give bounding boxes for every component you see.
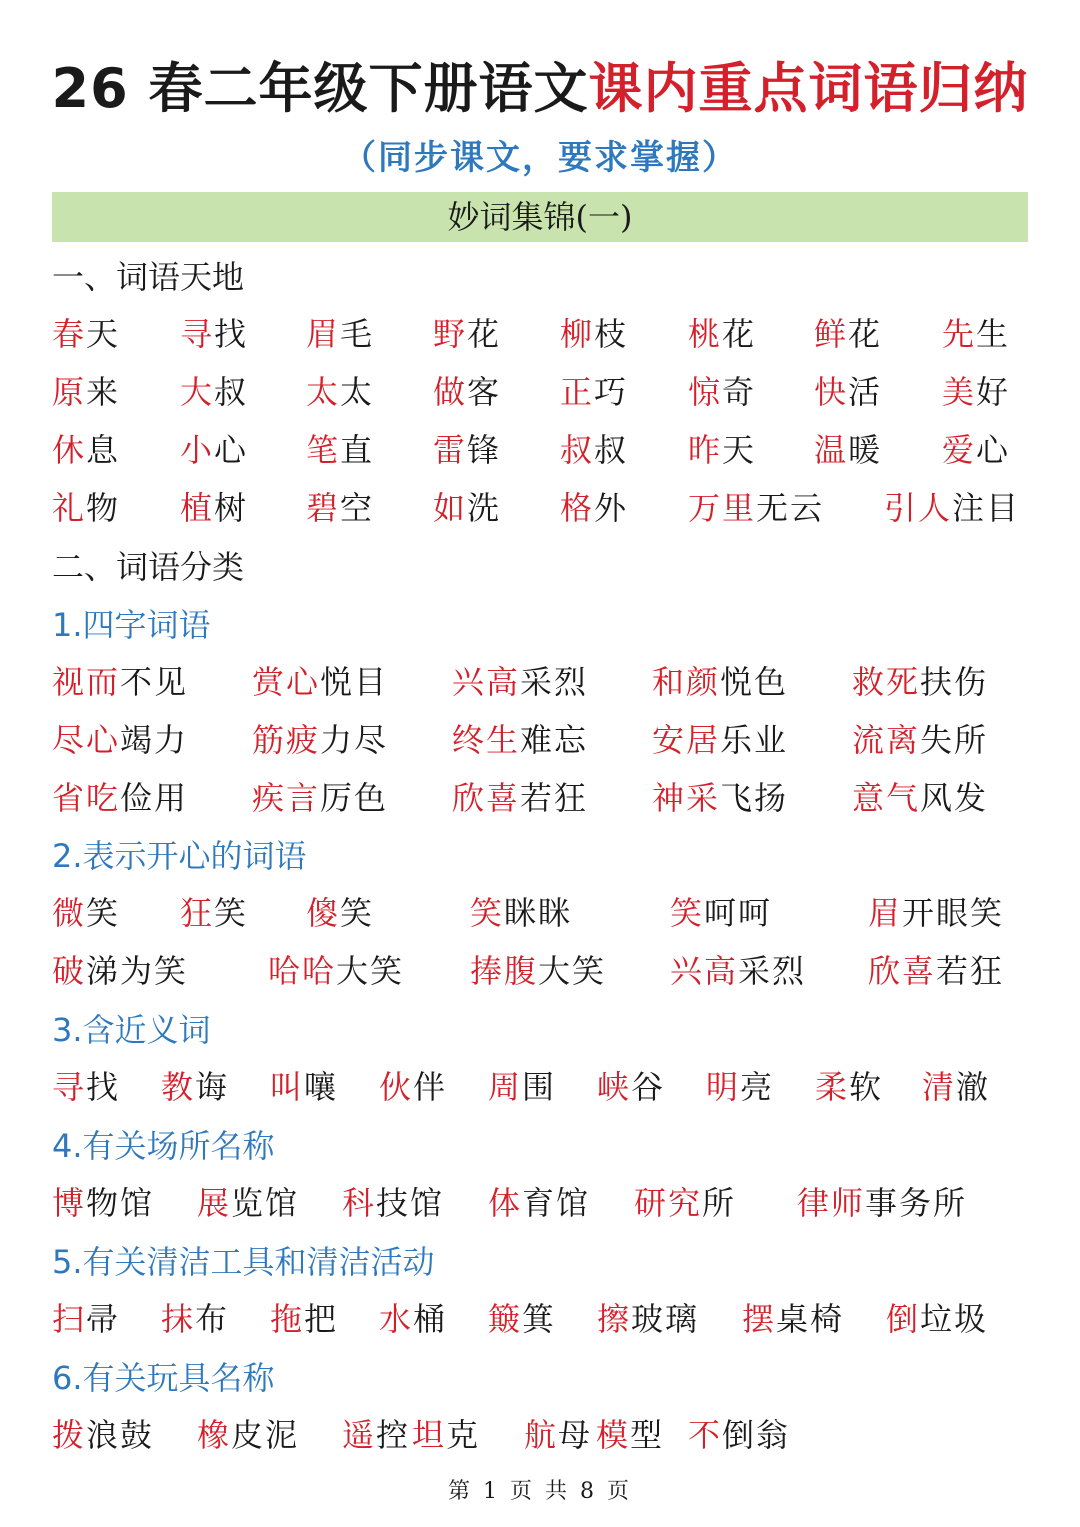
vocab-word — [52, 428, 120, 472]
plain-char: 好 — [976, 373, 1011, 411]
highlighted-char: 野 — [433, 315, 468, 353]
highlighted-char: 万里 — [688, 489, 757, 527]
vocab-word — [270, 1297, 338, 1341]
vocab-word — [52, 891, 120, 935]
plain-char: 采烈 — [738, 952, 807, 990]
word-row — [52, 1181, 1042, 1225]
subheading-3: 3.含近义词 — [52, 1011, 211, 1049]
highlighted-char: 大 — [180, 373, 215, 411]
plain-char: 眯眯 — [504, 894, 573, 932]
highlighted-char: 笑 — [470, 894, 505, 932]
highlighted-char: 体 — [488, 1184, 523, 1222]
vocab-word — [306, 370, 374, 414]
highlighted-char: 航 — [524, 1416, 559, 1454]
highlighted-char: 快 — [814, 373, 849, 411]
page-title — [0, 52, 1080, 126]
highlighted-char: 惊 — [688, 373, 723, 411]
highlighted-char: 峡 — [597, 1068, 632, 1106]
vocab-word — [814, 428, 882, 472]
highlighted-char: 意气 — [852, 779, 921, 817]
plain-char: 笑 — [86, 894, 121, 932]
plain-char: 飞扬 — [720, 779, 789, 817]
vocab-word — [706, 1065, 774, 1109]
highlighted-char: 雷 — [433, 431, 468, 469]
plain-char: 奇 — [722, 373, 757, 411]
highlighted-char: 植 — [180, 489, 215, 527]
plain-char: 览馆 — [231, 1184, 300, 1222]
highlighted-char: 展 — [197, 1184, 232, 1222]
word-row — [52, 949, 1042, 993]
plain-char: 若狂 — [936, 952, 1005, 990]
vocab-word — [670, 949, 806, 993]
vocab-word — [688, 486, 824, 530]
highlighted-char: 兴高 — [670, 952, 739, 990]
highlighted-char: 兴高 — [452, 663, 521, 701]
highlighted-char: 柔 — [815, 1068, 850, 1106]
highlighted-char: 尽心 — [52, 721, 121, 759]
plain-char: 不见 — [120, 663, 189, 701]
plain-char: 风发 — [920, 779, 989, 817]
word-row — [52, 891, 1042, 935]
highlighted-char: 太 — [306, 373, 341, 411]
word-row — [52, 718, 1042, 762]
vocab-word — [433, 370, 501, 414]
plain-char: 母 — [558, 1416, 593, 1454]
word-row — [52, 370, 1042, 414]
vocab-word — [815, 1065, 883, 1109]
vocab-word — [379, 1065, 447, 1109]
plain-char: 诲 — [195, 1068, 230, 1106]
highlighted-char: 鲜 — [814, 315, 849, 353]
highlighted-char: 哈哈 — [268, 952, 337, 990]
vocab-word — [470, 891, 572, 935]
vocab-word — [252, 776, 388, 820]
subheading-4: 4.有关场所名称 — [52, 1127, 275, 1165]
highlighted-char: 水 — [379, 1300, 414, 1338]
plain-char: 大笑 — [336, 952, 405, 990]
highlighted-char: 碧 — [306, 489, 341, 527]
plain-char: 心 — [976, 431, 1011, 469]
vocab-word — [652, 776, 788, 820]
plain-char: 找 — [214, 315, 249, 353]
vocab-word — [452, 718, 588, 762]
word-row — [52, 776, 1042, 820]
plain-char: 太 — [340, 373, 375, 411]
plain-char: 育馆 — [522, 1184, 591, 1222]
plain-char: 花 — [722, 315, 757, 353]
vocab-word — [688, 370, 756, 414]
vocab-word — [433, 428, 501, 472]
vocab-word — [814, 370, 882, 414]
plain-char: 把 — [304, 1300, 339, 1338]
plain-char: 直 — [340, 431, 375, 469]
vocab-word — [942, 312, 1010, 356]
highlighted-char: 流离 — [852, 721, 921, 759]
highlighted-char: 拨 — [52, 1416, 87, 1454]
vocab-word — [197, 1413, 299, 1457]
highlighted-char: 柳 — [560, 315, 595, 353]
vocab-word — [161, 1065, 229, 1109]
plain-char: 箕 — [522, 1300, 557, 1338]
highlighted-char: 筋疲 — [252, 721, 321, 759]
word-row — [52, 1297, 1042, 1341]
plain-char: 谷 — [631, 1068, 666, 1106]
plain-char: 伴 — [413, 1068, 448, 1106]
plain-char: 型 — [630, 1416, 665, 1454]
highlighted-char: 科 — [342, 1184, 377, 1222]
highlighted-char: 欣喜 — [868, 952, 937, 990]
vocab-word — [488, 1297, 556, 1341]
word-row — [52, 1413, 1042, 1457]
word-row — [52, 660, 1042, 704]
vocab-word — [52, 660, 188, 704]
plain-char: 物馆 — [86, 1184, 155, 1222]
highlighted-char: 休 — [52, 431, 87, 469]
plain-char: 树 — [214, 489, 249, 527]
highlighted-char: 春 — [52, 315, 87, 353]
vocab-word — [688, 1413, 790, 1457]
plain-char: 桌椅 — [776, 1300, 845, 1338]
vocab-word — [52, 486, 120, 530]
vocab-word — [52, 776, 188, 820]
highlighted-char: 笔 — [306, 431, 341, 469]
plain-char: 呵呵 — [704, 894, 773, 932]
subheading-1: 1.四字词语 — [52, 606, 211, 644]
highlighted-char: 做 — [433, 373, 468, 411]
vocab-word — [379, 1297, 447, 1341]
highlighted-char: 捧腹 — [470, 952, 539, 990]
plain-char: 采烈 — [520, 663, 589, 701]
plain-char: 难忘 — [520, 721, 589, 759]
highlighted-char: 格 — [560, 489, 595, 527]
highlighted-char: 笑 — [670, 894, 705, 932]
plain-char: 所 — [702, 1184, 737, 1222]
vocab-word — [488, 1181, 590, 1225]
highlighted-char: 研究 — [634, 1184, 703, 1222]
vocab-word — [52, 1297, 120, 1341]
plain-char: 皮泥 — [231, 1416, 300, 1454]
section-heading-2: 二、词语分类 — [52, 548, 245, 586]
page-number: 第 1 页 共 8 页 — [448, 1479, 632, 1504]
plain-char: 天 — [722, 431, 757, 469]
plain-char: 心 — [214, 431, 249, 469]
word-row — [52, 428, 1042, 472]
plain-char: 注目 — [952, 489, 1021, 527]
plain-char: 花 — [848, 315, 883, 353]
section-banner: 妙词集锦(一) — [52, 192, 1028, 242]
vocab-word — [306, 428, 374, 472]
plain-char: 息 — [86, 431, 121, 469]
vocab-word — [452, 660, 588, 704]
vocab-word — [814, 312, 882, 356]
highlighted-char: 引人 — [884, 489, 953, 527]
plain-char: 软 — [849, 1068, 884, 1106]
highlighted-char: 不 — [688, 1416, 723, 1454]
highlighted-char: 清 — [922, 1068, 957, 1106]
vocab-word — [52, 1065, 120, 1109]
highlighted-char: 先 — [942, 315, 977, 353]
plain-char: 物 — [86, 489, 121, 527]
plain-char: 巧 — [594, 373, 629, 411]
vocab-word — [922, 1065, 990, 1109]
plain-char: 乐业 — [720, 721, 789, 759]
vocab-word — [596, 1413, 664, 1457]
plain-char: 帚 — [86, 1300, 121, 1338]
word-row — [52, 312, 1042, 356]
highlighted-char: 博 — [52, 1184, 87, 1222]
vocab-word — [524, 1413, 592, 1457]
highlighted-char: 美 — [942, 373, 977, 411]
vocab-word — [268, 949, 404, 993]
vocab-word — [412, 1413, 480, 1457]
plain-char: 竭力 — [120, 721, 189, 759]
plain-char: 叔 — [594, 431, 629, 469]
plain-char: 笑 — [340, 894, 375, 932]
vocab-word — [634, 1181, 736, 1225]
highlighted-char: 明 — [706, 1068, 741, 1106]
vocab-word — [52, 1413, 154, 1457]
vocab-word — [560, 428, 628, 472]
highlighted-char: 扫 — [52, 1300, 87, 1338]
vocab-word — [342, 1413, 410, 1457]
plain-char: 浪鼓 — [86, 1416, 155, 1454]
plain-char: 悦目 — [320, 663, 389, 701]
highlighted-char: 桃 — [688, 315, 723, 353]
plain-char: 澈 — [956, 1068, 991, 1106]
vocab-word — [852, 718, 988, 762]
highlighted-char: 倒 — [886, 1300, 921, 1338]
highlighted-char: 伙 — [379, 1068, 414, 1106]
highlighted-char: 温 — [814, 431, 849, 469]
plain-char: 锋 — [467, 431, 502, 469]
vocab-word — [180, 428, 248, 472]
plain-char: 厉色 — [320, 779, 389, 817]
vocab-word — [652, 718, 788, 762]
plain-char: 悦色 — [720, 663, 789, 701]
highlighted-char: 寻 — [180, 315, 215, 353]
vocab-word — [797, 1181, 967, 1225]
plain-char: 技馆 — [376, 1184, 445, 1222]
highlighted-char: 眉 — [868, 894, 903, 932]
highlighted-char: 拖 — [270, 1300, 305, 1338]
vocab-word — [560, 312, 628, 356]
vocab-word — [942, 428, 1010, 472]
highlighted-char: 橡 — [197, 1416, 232, 1454]
vocab-word — [180, 891, 248, 935]
vocab-word — [197, 1181, 299, 1225]
highlighted-char: 原 — [52, 373, 87, 411]
plain-char: 围 — [522, 1068, 557, 1106]
plain-char: 枝 — [594, 315, 629, 353]
vocab-word — [688, 312, 756, 356]
vocab-word — [306, 486, 374, 530]
vocab-word — [252, 660, 388, 704]
vocab-word — [560, 370, 628, 414]
word-row — [52, 1065, 1042, 1109]
vocab-word — [488, 1065, 556, 1109]
vocab-word — [433, 312, 501, 356]
plain-char: 失所 — [920, 721, 989, 759]
vocab-word — [868, 949, 1004, 993]
vocab-word — [560, 486, 628, 530]
title-red: 课内重点词语归纳 — [588, 57, 1029, 120]
highlighted-char: 终生 — [452, 721, 521, 759]
plain-char: 扶伤 — [920, 663, 989, 701]
plain-char: 大笑 — [538, 952, 607, 990]
highlighted-char: 擦 — [597, 1300, 632, 1338]
plain-char: 笑 — [214, 894, 249, 932]
vocab-word — [868, 891, 1004, 935]
plain-char: 叔 — [214, 373, 249, 411]
subheading-5: 5.有关清洁工具和清洁活动 — [52, 1243, 435, 1281]
vocab-word — [180, 486, 248, 530]
plain-char: 来 — [86, 373, 121, 411]
highlighted-char: 遥 — [342, 1416, 377, 1454]
plain-char: 无云 — [756, 489, 825, 527]
vocab-word — [161, 1297, 229, 1341]
vocab-word — [342, 1181, 444, 1225]
plain-char: 玻璃 — [631, 1300, 700, 1338]
highlighted-char: 教 — [161, 1068, 196, 1106]
plain-char: 花 — [467, 315, 502, 353]
highlighted-char: 簸 — [488, 1300, 523, 1338]
vocab-word — [52, 370, 120, 414]
vocab-word — [597, 1065, 665, 1109]
highlighted-char: 礼 — [52, 489, 87, 527]
page-subtitle: （同步课文，要求掌握） — [342, 138, 738, 178]
plain-char: 暖 — [848, 431, 883, 469]
highlighted-char: 叔 — [560, 431, 595, 469]
plain-char: 天 — [86, 315, 121, 353]
highlighted-char: 周 — [488, 1068, 523, 1106]
section-heading-1: 一、词语天地 — [52, 258, 245, 296]
highlighted-char: 省吃 — [52, 779, 121, 817]
highlighted-char: 赏心 — [252, 663, 321, 701]
vocab-word — [884, 486, 1020, 530]
vocab-word — [852, 660, 988, 704]
subheading-6: 6.有关玩具名称 — [52, 1359, 275, 1397]
vocab-word — [180, 312, 248, 356]
plain-char: 布 — [195, 1300, 230, 1338]
vocab-word — [470, 949, 606, 993]
plain-char: 客 — [467, 373, 502, 411]
vocab-word — [688, 428, 756, 472]
plain-char: 活 — [848, 373, 883, 411]
vocab-word — [52, 949, 188, 993]
highlighted-char: 狂 — [180, 894, 215, 932]
highlighted-char: 安居 — [652, 721, 721, 759]
highlighted-char: 模 — [596, 1416, 631, 1454]
plain-char: 克 — [446, 1416, 481, 1454]
plain-char: 毛 — [340, 315, 375, 353]
plain-char: 若狂 — [520, 779, 589, 817]
plain-char: 嚷 — [304, 1068, 339, 1106]
highlighted-char: 欣喜 — [452, 779, 521, 817]
vocab-word — [942, 370, 1010, 414]
vocab-word — [52, 1181, 154, 1225]
highlighted-char: 坦 — [412, 1416, 447, 1454]
vocab-word — [52, 718, 188, 762]
highlighted-char: 律师 — [797, 1184, 866, 1222]
plain-char: 生 — [976, 315, 1011, 353]
vocab-word — [433, 486, 501, 530]
plain-char: 亮 — [740, 1068, 775, 1106]
vocab-word — [252, 718, 388, 762]
highlighted-char: 摆 — [742, 1300, 777, 1338]
vocab-word — [306, 891, 374, 935]
vocab-word — [852, 776, 988, 820]
plain-char: 桶 — [413, 1300, 448, 1338]
vocab-word — [597, 1297, 699, 1341]
plain-char: 事务所 — [865, 1184, 968, 1222]
plain-char: 垃圾 — [920, 1300, 989, 1338]
highlighted-char: 和颜 — [652, 663, 721, 701]
plain-char: 控 — [376, 1416, 411, 1454]
highlighted-char: 寻 — [52, 1068, 87, 1106]
vocab-word — [306, 312, 374, 356]
plain-char: 倒翁 — [722, 1416, 791, 1454]
highlighted-char: 傻 — [306, 894, 341, 932]
word-row — [52, 486, 1042, 530]
highlighted-char: 爱 — [942, 431, 977, 469]
plain-char: 涕为笑 — [86, 952, 189, 990]
plain-char: 俭用 — [120, 779, 189, 817]
subheading-2: 2.表示开心的词语 — [52, 837, 307, 875]
highlighted-char: 视而 — [52, 663, 121, 701]
highlighted-char: 疾言 — [252, 779, 321, 817]
plain-char: 空 — [340, 489, 375, 527]
vocab-word — [742, 1297, 844, 1341]
highlighted-char: 眉 — [306, 315, 341, 353]
title-black: 26 春二年级下册语文 — [51, 57, 589, 120]
plain-char: 洗 — [467, 489, 502, 527]
vocab-word — [452, 776, 588, 820]
plain-char: 开眼笑 — [902, 894, 1005, 932]
highlighted-char: 神采 — [652, 779, 721, 817]
highlighted-char: 微 — [52, 894, 87, 932]
highlighted-char: 破 — [52, 952, 87, 990]
vocab-word — [670, 891, 772, 935]
plain-char: 外 — [594, 489, 629, 527]
highlighted-char: 正 — [560, 373, 595, 411]
highlighted-char: 叫 — [270, 1068, 305, 1106]
vocab-word — [52, 312, 120, 356]
vocab-word — [180, 370, 248, 414]
highlighted-char: 救死 — [852, 663, 921, 701]
vocab-word — [270, 1065, 338, 1109]
plain-char: 力尽 — [320, 721, 389, 759]
vocab-word — [886, 1297, 988, 1341]
plain-char: 找 — [86, 1068, 121, 1106]
highlighted-char: 昨 — [688, 431, 723, 469]
highlighted-char: 如 — [433, 489, 468, 527]
vocab-word — [652, 660, 788, 704]
highlighted-char: 抹 — [161, 1300, 196, 1338]
highlighted-char: 小 — [180, 431, 215, 469]
